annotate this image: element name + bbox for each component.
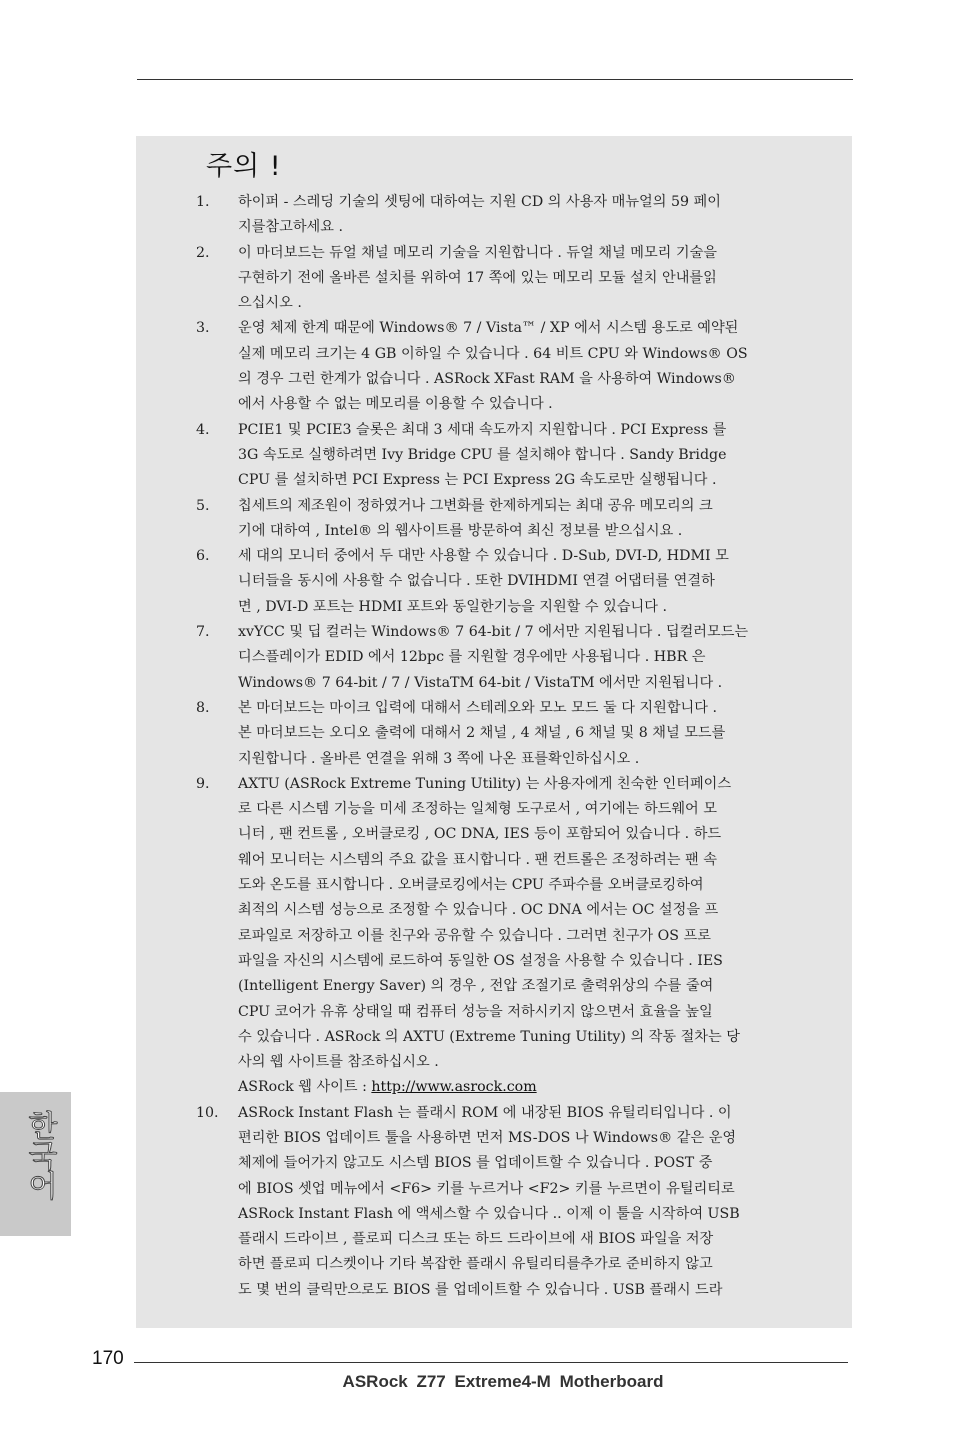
item-line: 지원합니다 . 올바른 연결을 위해 3 쪽에 나온 표를확인하십시오 . xyxy=(238,750,640,767)
item-line: CPU 코어가 유휴 상태일 때 컴퓨터 성능을 저하시키지 않으면서 효율을 높일 xyxy=(238,1003,713,1020)
list-item xyxy=(196,316,822,417)
item-line: ASRock Instant Flash 는 플래시 ROM 에 내장된 BIOS 유틸리티입니다 . 이 xyxy=(238,1104,732,1121)
item-line: 에서 사용할 수 없는 메모리를 이용할 수 있습니다 . xyxy=(238,396,553,413)
item-line: 사의 웹 사이트를 참조하십시오 . xyxy=(238,1054,439,1071)
list-item xyxy=(196,418,822,494)
item-line: 수 있습니다 . ASRock 의 AXTU (Extreme Tuning Utility) 의 작동 절차는 당 xyxy=(238,1028,740,1045)
item-number: 2. xyxy=(196,244,210,261)
list-item xyxy=(196,620,822,696)
item-line: 도 몇 번의 클릭만으로도 BIOS 를 업데이트할 수 있습니다 . USB 플래시 드라 xyxy=(238,1281,723,1298)
item-line: 니터들을 동시에 사용할 수 없습니다 . 또한 DVIHDMI 연결 어댑터를 연결하 xyxy=(238,573,715,590)
item-line: 로 다른 시스템 기능을 미세 조정하는 일체형 도구로서 , 여기에는 하드웨어 모 xyxy=(238,801,717,818)
item-line: CPU 를 설치하면 PCI Express 는 PCI Express 2G 속도로만 실행됩니다 . xyxy=(238,472,717,489)
top-rule xyxy=(137,79,853,80)
item-number: 10. xyxy=(196,1104,219,1121)
item-number: 6. xyxy=(196,548,210,565)
bottom-rule xyxy=(134,1362,848,1363)
item-line: 도와 온도를 표시합니다 . 오버클로킹에서는 CPU 주파수를 오버클로킹하여 xyxy=(238,877,704,894)
item-line: 운영 체제 한계 때문에 Windows® 7 / Vista™ / XP 에서 시스템 용도로 예약된 xyxy=(238,320,739,337)
item-line: 3G 속도로 실행하려면 Ivy Bridge CPU 를 설치해야 합니다 . Sandy Bridge xyxy=(238,446,727,463)
list-item xyxy=(196,544,822,620)
item-number: 7. xyxy=(196,624,210,641)
item-line: 이 마더보드는 듀얼 채널 메모리 기술을 지원합니다 . 듀얼 채널 메모리 기술을 xyxy=(238,244,717,261)
item-line: 디스플레이가 EDID 에서 12bpc 를 지원할 경우에만 사용됩니다 . HBR 은 xyxy=(238,649,706,666)
item-line: 기에 대하여 , Intel® 의 웹사이트를 방문하여 최신 정보를 받으십시요 . xyxy=(238,522,683,539)
item-line: 칩세트의 제조원이 정하였거나 그변화를 한제하게되는 최대 공유 메모리의 크 xyxy=(238,497,713,514)
note-title: 주의 ! xyxy=(206,151,282,182)
item-line: 편리한 BIOS 업데이트 툴을 사용하면 먼저 MS-DOS 나 Windows® 같은 운영 xyxy=(238,1129,737,1146)
item-number: 9. xyxy=(196,775,210,792)
item-line: 본 마더보드는 오디오 출력에 대해서 2 채널 , 4 채널 , 6 채널 및 8 채널 모드를 xyxy=(238,725,726,742)
item-line: 실제 메모리 크기는 4 GB 이하일 수 있습니다 . 64 비트 CPU 와 Windows® OS xyxy=(238,345,748,362)
item-line: 파일을 자신의 시스템에 로드하여 동일한 OS 설정을 사용할 수 있습니다 . IES xyxy=(238,952,723,969)
item-line: 으십시오 . xyxy=(238,295,302,312)
footer-title: ASRock Z77 Extreme4-M Motherboard xyxy=(342,1372,664,1391)
website-line xyxy=(238,1075,822,1100)
list-item xyxy=(196,772,822,1101)
item-number: 8. xyxy=(196,699,210,716)
note-list xyxy=(196,190,822,1303)
item-line: Windows® 7 64-bit / 7 / VistaTM 64-bit / VistaTM 에서만 지원됩니다 . xyxy=(238,674,723,691)
item-number: 4. xyxy=(196,421,210,438)
item-line: 니터 , 팬 컨트롤 , 오버클로킹 , OC DNA, IES 등이 포함되어 있습니다 . 하드 xyxy=(238,826,722,843)
item-line: 체제에 들어가지 않고도 시스템 BIOS 를 업데이트할 수 있습니다 . POST 중 xyxy=(238,1155,713,1172)
website-label: ASRock 웹 사이트 : xyxy=(238,1079,372,1096)
item-line: PCIE1 및 PCIE3 슬롯은 최대 3 세대 속도까지 지원합니다 . PCI Express 를 xyxy=(238,421,727,438)
item-line: 세 대의 모니터 중에서 두 대만 사용할 수 있습니다 . D-Sub, DVI-D, HDMI 모 xyxy=(238,548,729,565)
list-item xyxy=(196,241,822,317)
item-line: 하면 플로피 디스켓이나 기타 복잡한 플래시 유틸리티를추가로 준비하지 않고 xyxy=(238,1256,713,1273)
item-line: 로파일로 저장하고 이를 친구와 공유할 수 있습니다 . 그러면 친구가 OS 프로 xyxy=(238,927,711,944)
item-line: 에 BIOS 셋업 메뉴에서 <F6> 키를 누르거나 <F2> 키를 누르면이 유틸리티로 xyxy=(238,1180,735,1197)
item-line: 최적의 시스템 성능으로 조정할 수 있습니다 . OC DNA 에서는 OC 설정을 프 xyxy=(238,902,719,919)
item-line: 본 마더보드는 마이크 입력에 대해서 스테레오와 모노 모드 둘 다 지원합니다 . xyxy=(238,699,717,716)
item-line: 면 , DVI-D 포트는 HDMI 포트와 동일한기능을 지원할 수 있습니다 . xyxy=(238,598,667,615)
item-line: (Intelligent Energy Saver) 의 경우 , 전압 조절기로 출력위상의 수를 줄여 xyxy=(238,978,714,995)
item-number: 5. xyxy=(196,497,210,514)
list-item xyxy=(196,696,822,772)
item-line: AXTU (ASRock Extreme Tuning Utility) 는 사용자에게 친숙한 인터페이스 xyxy=(238,775,732,792)
page-number: 170 xyxy=(92,1348,124,1369)
language-label: 한국어 xyxy=(22,1110,57,1200)
item-line: 지를참고하세요 . xyxy=(238,219,343,236)
item-line: 하이퍼 - 스레딩 기술의 셋팅에 대하여는 지원 CD 의 사용자 매뉴얼의 59 페이 xyxy=(238,194,721,210)
item-line: 웨어 모니터는 시스템의 주요 값을 표시합니다 . 팬 컨트롤은 조정하려는 팬 속 xyxy=(238,851,717,868)
list-item xyxy=(196,494,822,545)
item-number: 3. xyxy=(196,320,210,337)
list-item xyxy=(196,1101,822,1303)
list-item xyxy=(196,190,822,241)
item-line: 플래시 드라이브 , 플로피 디스크 또는 하드 드라이브에 새 BIOS 파일을 저장 xyxy=(238,1231,714,1248)
item-line: ASRock Instant Flash 에 액세스할 수 있습니다 .. 이제 이 툴을 시작하여 USB xyxy=(238,1205,740,1222)
item-line: xvYCC 및 딥 컬러는 Windows® 7 64-bit / 7 에서만 지원됩니다 . 딥컬러모드는 xyxy=(238,624,749,641)
item-line: 의 경우 그런 한계가 없습니다 . ASRock XFast RAM 을 사용하여 Windows® xyxy=(238,371,736,388)
asrock-website-link[interactable]: http://www.asrock.com xyxy=(371,1079,537,1096)
item-number: 1. xyxy=(196,194,210,210)
item-line: 구현하기 전에 올바른 설치를 위하여 17 쪽에 있는 메모리 모듈 설치 안내를읽 xyxy=(238,269,717,286)
